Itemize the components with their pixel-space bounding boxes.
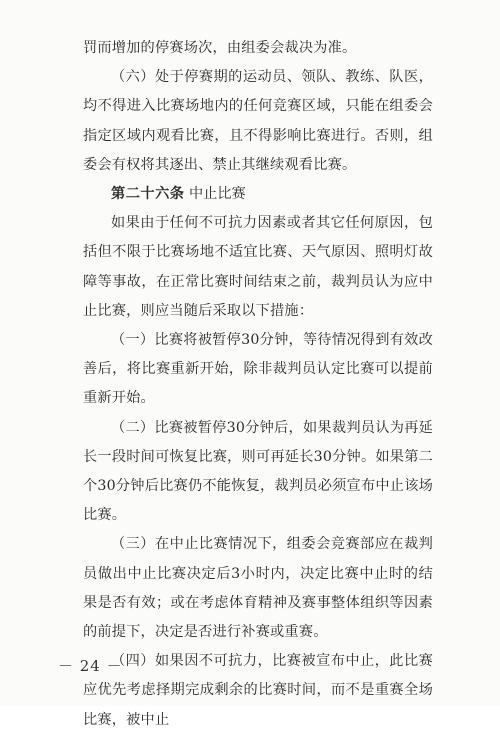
article-heading (83, 180, 433, 209)
paragraph-item-4: （四）如果因不可抗力，比赛被宣布中止，此比赛应优先考虑择期完成剩余的比赛时间，而不是重赛全场比赛，被中止 (83, 653, 433, 728)
page-body (83, 34, 433, 735)
paragraph-item-1: （一）比赛将被暂停30分钟，等待情况得到有效改善后，将比赛重新开始，除非裁判员认定比赛可以提前重新开始。 (83, 332, 433, 407)
paragraph-force-majeure: 如果由于任何不可抗力因素或者其它任何原因，包括但不限于比赛场地不适宜比赛、天气原因、照明灯故障等事故，在正常比赛时间结束之前，裁判员认为应中止比赛，则应当随后采取以下措施： (83, 215, 433, 319)
page-number: － 24 － (58, 657, 123, 675)
paragraph-item-3: （三）在中止比赛情况下，组委会竞赛部应在裁判员做出中止比赛决定后3小时内，决定比赛中止时的结果是否有效；或在考虑体育精神及赛事整体组织等因素的前提下，决定是否进行补赛或重赛。 (83, 536, 433, 641)
article-number: 第二十六条 (111, 186, 185, 203)
paragraph-item-2: （二）比赛被暂停30分钟后，如果裁判员认为再延长一段时间可恢复比赛，则可再延长30分钟。如果第二个30分钟后比赛仍不能恢复，裁判员必须宣布中止该场比赛。 (83, 419, 433, 524)
paragraph-suspension-area: （六）处于停赛期的运动员、领队、教练、队医，均不得进入比赛场地内的任何竞赛区域，只能在组委会指定区域内观看比赛，且不得影响比赛进行。否则，组委会有权将其逐出、禁止其继续观看比赛。 (83, 69, 433, 173)
article-title: 中止比赛 (188, 186, 246, 203)
paragraph-continued: 罚而增加的停赛场次，由组委会裁决为准。 (83, 40, 357, 56)
